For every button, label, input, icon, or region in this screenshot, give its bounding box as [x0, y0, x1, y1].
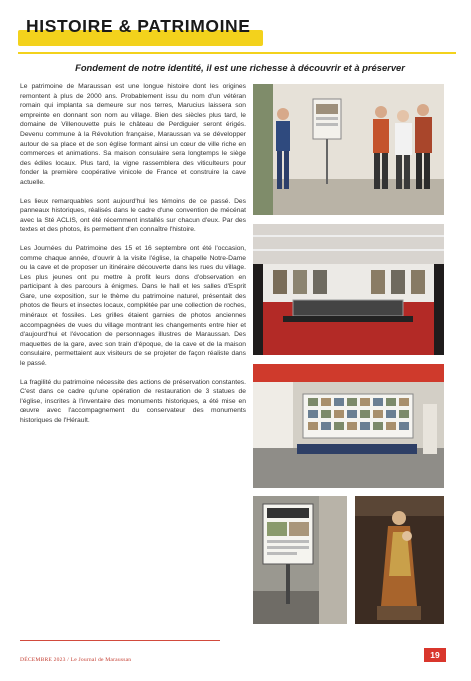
paragraph-panels: Les lieux remarquables sont aujourd'hui les témoins de ce passé. Des panneaux historiques, réalisés dans le cadre d'une convention de mécénat avec la Sté ACLIS, ont été récemment installés sur chacun d'eux. Par des textes et des photos, ils permettent d'en connaître l'histoire.	[20, 197, 246, 234]
page-subtitle: Fondement de notre identité, il est une richesse à découvrir et à préserver	[75, 62, 405, 73]
header-underline	[18, 52, 456, 54]
page-title: HISTOIRE & PATRIMOINE	[26, 16, 251, 36]
paragraph-history: Le patrimoine de Maraussan est une longue histoire dont les origines remontent à plus de 2000 ans. Probablement issu du nom d'un vétéran romain qui implanta sa demeure sur nos terres, Marucius laissera son empreinte en donnant son nom au village. Bien des siècles plus tard, le domaine de Villenouvette puis le château de Perdiguier seront érigés. Devenu commune à la Révolution française, Maraussan va se développer autour de sa place et de son église formant ainsi un cœur de ville riche en commerces et animations. Sa maison consulaire sera longtemps le siège des édiles locaux. Plus tard, la vigne rassemblera des viticulteurs pour fonder la première coopérative vinicole de France et construire la cave actuelle.	[20, 83, 246, 186]
paragraph-heritage-days: Les Journées du Patrimoine des 15 et 16 septembre ont été l'occasion, comme chaque année, d'ouvrir à la visite l'église, la chapelle Notre-Dame ou la cave et de proposer un itinéraire découverte dans les rues du village. Les plus jeunes ont pu mettre à profit leurs dons d'observation en participant à des parcours à énigmes. Dans le hall et les salles d'Esprit Gare, une exposition, sur le thème du patrimoine naturel, présentait des photos de fleurs et insectes locaux, complétée par une collection de roches, minéraux et fossiles. Les grilles étaient garnies de photos anciennes accompagnées de vues du village montrant les changements entre hier et d'aujourd'hui et l'évocation de personnages illustres de Maraussan. Des maquettes de la gare, avec son train d'époque, de la cave et de la maison consulaire, permettaient aux visiteurs de se projeter de façon réaliste dans le passé.	[20, 244, 246, 368]
photo-historical-panel	[253, 496, 347, 624]
photo-exhibition-hall	[253, 224, 444, 355]
paragraph-restoration: La fragilité du patrimoine nécessite des actions de préservation constantes. C'est dans ce cadre qu'une opération de restauration de 3 statues de l'église, inscrites à l'inventaire des monuments historiques, a été mise en œuvre avec l'accompagnement du conservateur des monuments historiques de l'Hérault.	[20, 378, 246, 424]
page-header	[18, 16, 458, 56]
photo-restored-statue	[355, 496, 444, 624]
photo-panel-inauguration	[253, 84, 444, 215]
page-number: 19	[424, 648, 446, 662]
footer-divider	[20, 640, 220, 641]
footer-publication: DÉCEMBRE 2023 / Le Journal de Maraussan	[20, 657, 132, 663]
article-body	[20, 82, 246, 435]
photo-esprit-gare-exhibition	[253, 364, 444, 488]
